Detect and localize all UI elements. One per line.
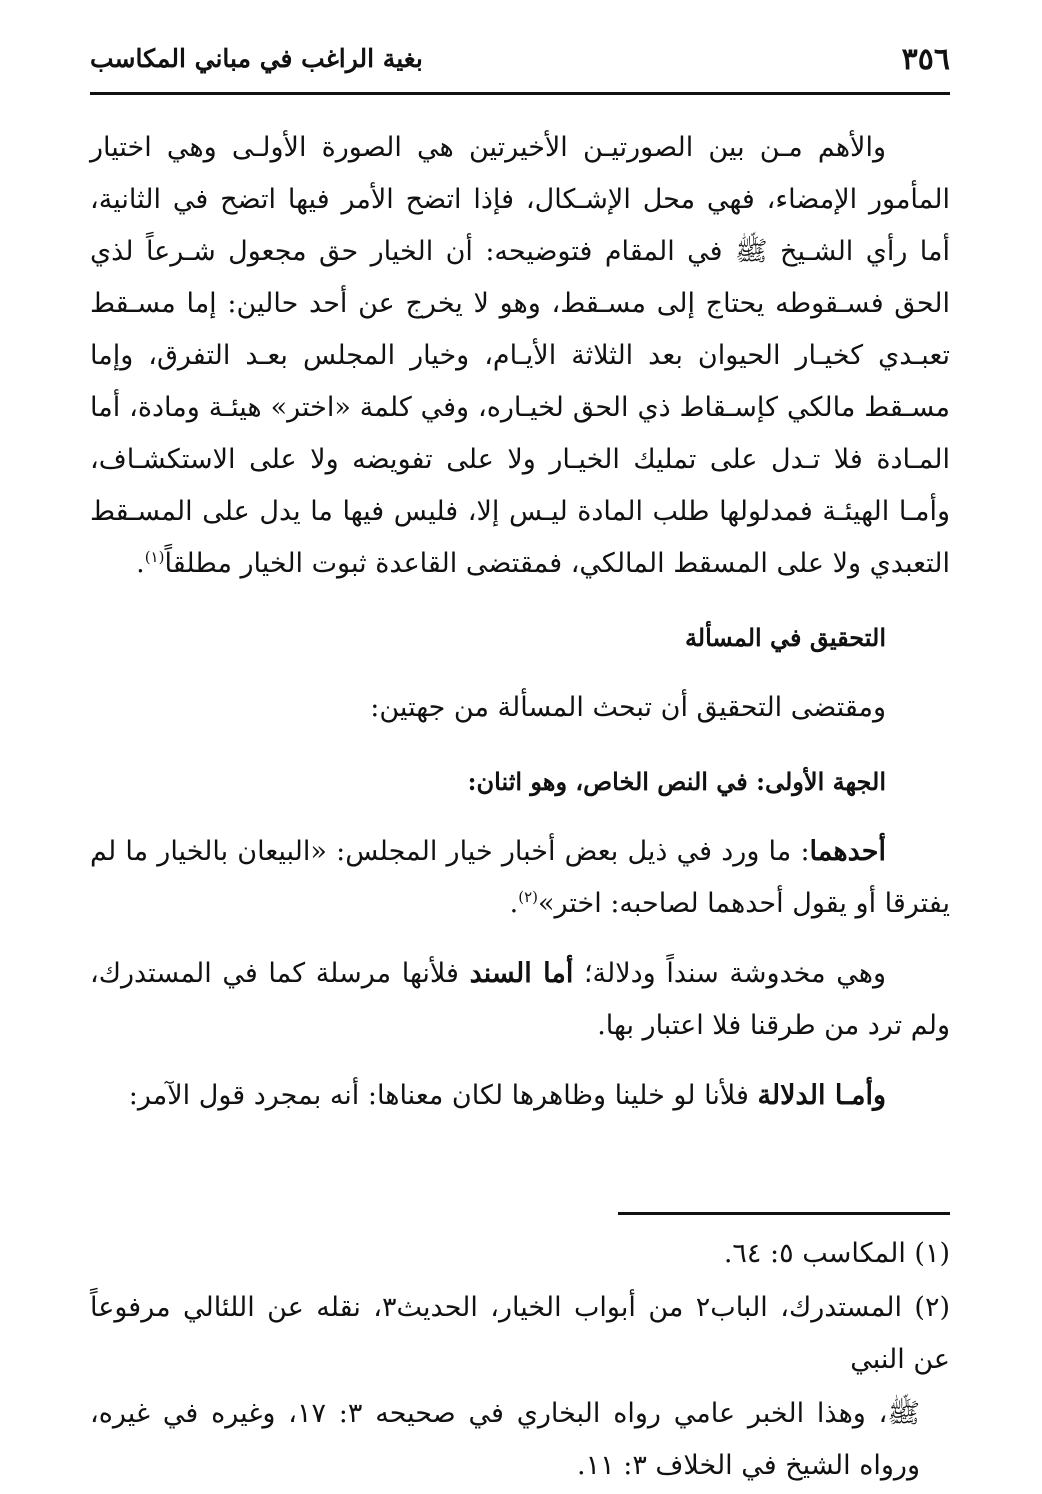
paragraph-4 — [90, 948, 950, 1052]
paragraph-4-text-1: وهي مخدوشة سنداً ودلالة؛ — [573, 958, 886, 989]
paragraph-5 — [90, 1070, 950, 1122]
footnote-ref-1: (١) — [144, 548, 165, 566]
paragraph-4-bold: أما السند — [469, 958, 574, 989]
paragraph-1-end: . — [136, 548, 145, 579]
section-heading: التحقيق في المسألة — [684, 623, 886, 652]
paragraph-5-text: فلأنا لو خلينا وظاهرها لكان معناها: أنه بمجرد قول الآمر: — [128, 1080, 758, 1111]
paragraph-3-end: . — [509, 888, 519, 919]
footnote-2-line-1: (٢) المستدرك، الباب٢ من أبواب الخيار، الحديث٣، نقله عن اللئالي مرفوعاً عن النبي — [90, 1292, 950, 1375]
subsection-heading: الجهة الأولى: في النص الخاص، وهو اثنان: — [467, 767, 886, 796]
main-text — [90, 122, 950, 1122]
paragraph-3 — [90, 826, 950, 930]
paragraph-1-text: والأهم مـن بين الصورتيـن الأخيرتين هي الصورة الأولـى وهي اختيار المأمور الإمضاء، فهي محل الإشـكال، فإذا اتضح الأمر فيها اتضح في الثانية، أما رأي الشـيخ ﷺ في المقام فتوضيحه: أن الخيار حق مجعول شـرعاً لذي الحق فسـقوطه يحتاج إلى مسـقط، وهو لا يخرج عن أحد حالين: إما مسـقط تعبـدي كخيـار الحيوان بعد الثلاثة الأيـام، وخيار المجلس بعـد التفرق، وإما مسـقط مالكي كإسـقاط ذي الحق لخيـاره، وفي كلمة «اختر» هيئـة ومادة، أما المـادة فلا تـدل على تمليك الخيـار ولا على تفويضه ولا على الاستكشـاف، وأمـا الهيئـة فمدلولها طلب المادة ليـس إلا، فليس فيها ما يدل على المسـقط التعبدي ولا على المسقط المالكي، فمقتضى القاعدة ثبوت الخيار مطلقاً — [90, 132, 950, 579]
paragraph-2: ومقتضى التحقيق أن تبحث المسألة من جهتين: — [370, 692, 886, 723]
footnote-ref-2: (٢) — [518, 888, 538, 906]
footnote-separator — [618, 1212, 950, 1215]
page-number: ٣٥٦ — [901, 42, 950, 77]
paragraph-4-text-2: فلأنها مرسلة كما في المستدرك، ولم ترد من طرقنا فلا اعتبار بها. — [90, 958, 950, 1041]
paragraph-3-text: : ما ورد في ذيل بعض أخبار خيار المجلس: «البيعان بالخيار ما لم يفترقا أو يقول أحدهما لصاحبه: اختر» — [90, 836, 950, 919]
book-page — [90, 0, 950, 1481]
footnotes — [90, 1228, 950, 1494]
paragraph-5-bold: وأمـا الدلالة — [757, 1080, 886, 1111]
running-title: بغية الراغب في مباني المكاسب — [90, 44, 423, 73]
footnote-2-line-2: ﷺ، وهذا الخبر عامي رواه البخاري في صحيحه ٣: ١٧، وغيره في غيره، ورواه الشيخ في الخلاف ٣: ١١. — [90, 1398, 920, 1481]
footnote-1: (١) المكاسب ٥: ٦٤. — [723, 1238, 950, 1269]
paragraph-3-lead: أحدهما — [809, 836, 886, 867]
page-header — [90, 34, 950, 95]
paragraph-1 — [90, 122, 950, 590]
